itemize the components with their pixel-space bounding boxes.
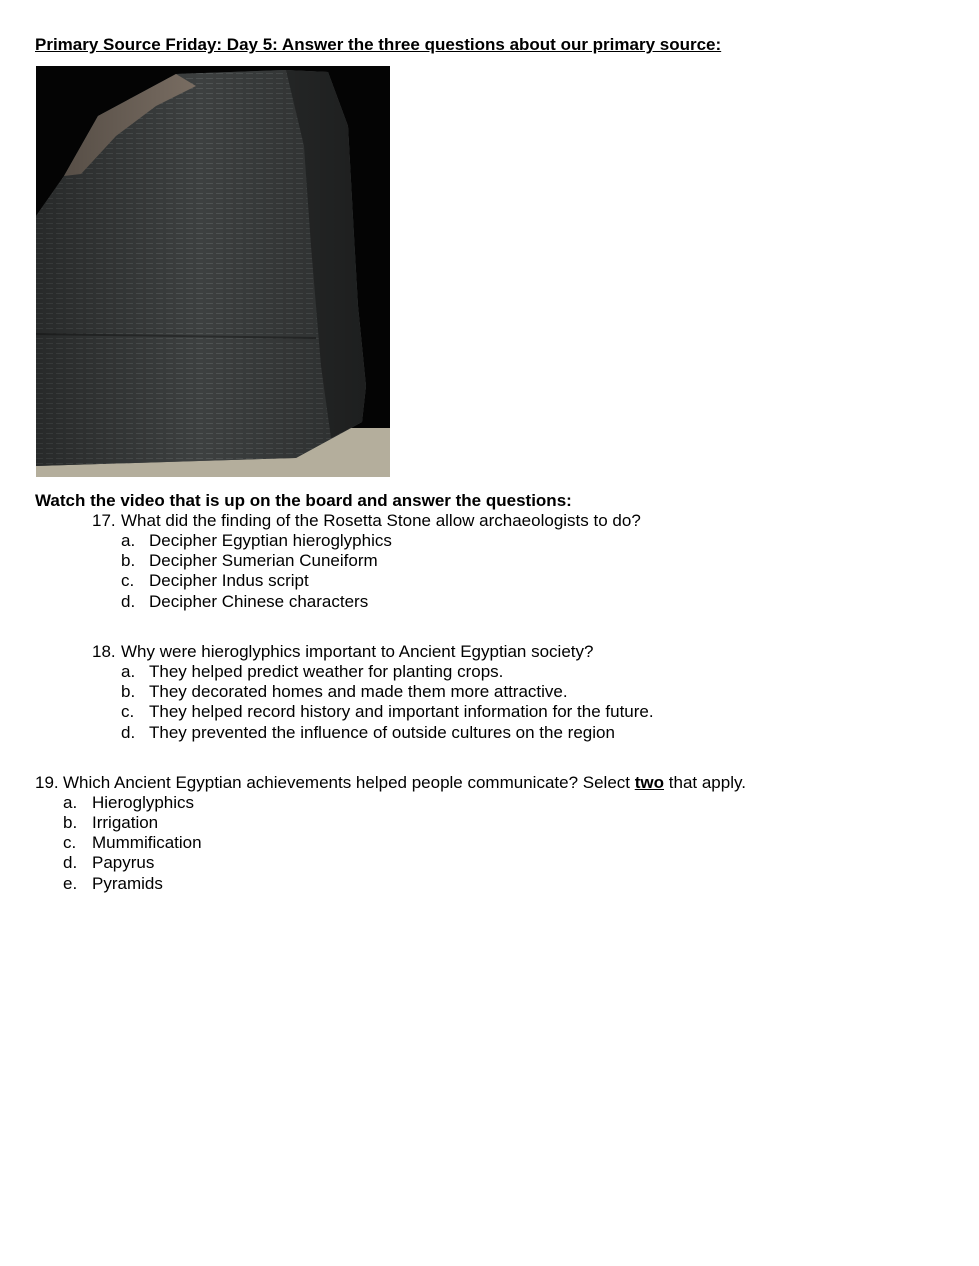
option-text: Hieroglyphics — [92, 793, 195, 812]
option-text: Decipher Indus script — [149, 571, 309, 590]
option-letter: d. — [63, 853, 78, 872]
question-text — [63, 773, 746, 793]
option-text: Irrigation — [92, 813, 159, 832]
rosetta-stone-photo — [36, 66, 390, 477]
option-letter: c. — [121, 702, 135, 721]
option-letter: c. — [63, 833, 77, 852]
option-text: Decipher Sumerian Cuneiform — [149, 551, 378, 570]
option-text: Decipher Chinese characters — [149, 592, 369, 611]
option-text: They prevented the influence of outside cultures on the region — [149, 723, 615, 742]
emphasis-two: two — [634, 773, 665, 792]
question-text-before: Which Ancient Egyptian achievements helped people communicate? Select — [63, 773, 631, 792]
question-text: Why were hieroglyphics important to Ancient Egyptian society? — [121, 642, 594, 661]
option-letter: a. — [121, 531, 136, 550]
option-letter: b. — [63, 813, 78, 832]
option-letter: e. — [63, 874, 78, 893]
option-text: They helped predict weather for planting crops. — [149, 662, 504, 681]
page-title: Primary Source Friday: Day 5: Answer the three questions about our primary source: — [35, 35, 722, 54]
option-letter: d. — [121, 592, 136, 611]
option-text: Pyramids — [92, 874, 163, 893]
option-letter: d. — [121, 723, 136, 742]
instructions: Watch the video that is up on the board and answer the questions: — [35, 491, 572, 510]
option-text: They decorated homes and made them more attractive. — [149, 682, 568, 701]
question-number: 18. — [92, 642, 116, 661]
option-letter: a. — [121, 662, 136, 681]
option-letter: a. — [63, 793, 78, 812]
option-text: They helped record history and important information for the future. — [149, 702, 654, 721]
question-text-after: that apply. — [668, 773, 746, 792]
question-text: What did the finding of the Rosetta Stone allow archaeologists to do? — [121, 511, 641, 530]
option-letter: c. — [121, 571, 135, 590]
option-text: Decipher Egyptian hieroglyphics — [149, 531, 392, 550]
option-text: Papyrus — [92, 853, 155, 872]
question-number: 17. — [92, 511, 116, 530]
option-text: Mummification — [92, 833, 202, 852]
option-letter: b. — [121, 682, 136, 701]
option-letter: b. — [121, 551, 136, 570]
question-number: 19. — [35, 773, 59, 792]
